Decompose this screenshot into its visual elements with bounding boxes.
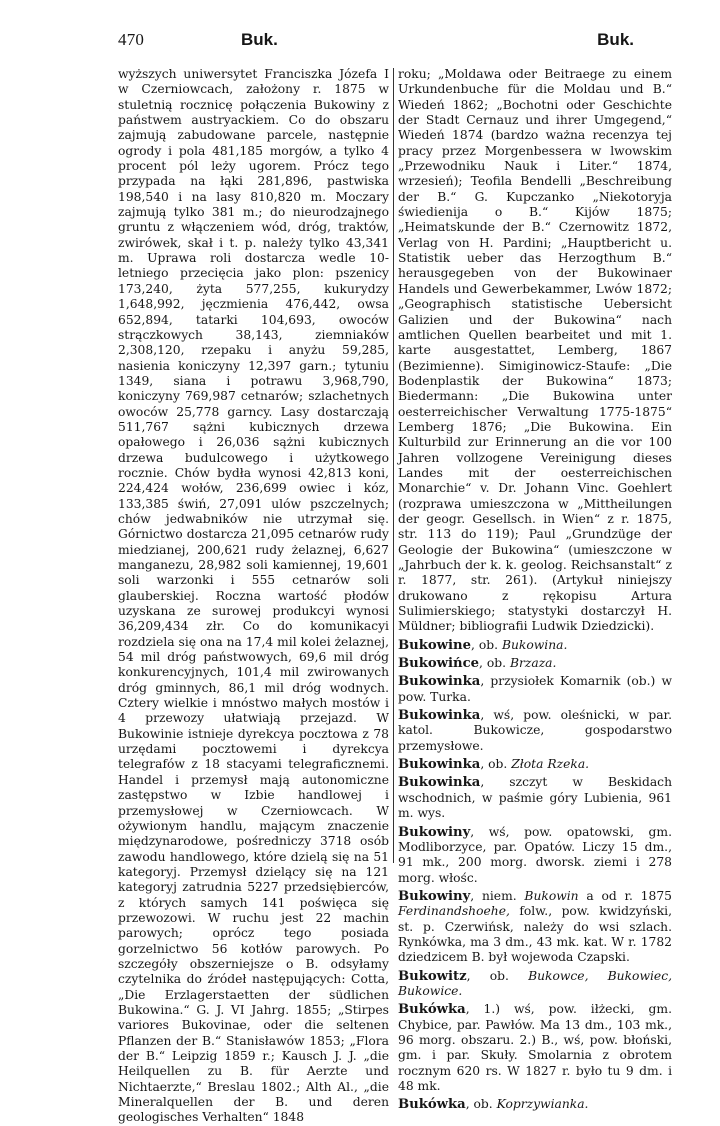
entry-crossref: Bukowina.: [501, 637, 568, 652]
entry-headword: Bukowinka: [398, 757, 481, 773]
entry-bukowince: [398, 656, 672, 671]
entry-crossref: Złota Rzeka.: [511, 757, 590, 772]
entry-body: , ob.: [471, 637, 502, 652]
entry-body: , ob.: [466, 968, 529, 983]
entry-body: , wś, pow. oleśnicki, w par. katol. Bukowicze, gospodarstwo przemysłowe.: [398, 708, 672, 753]
right-running-head: Buk.: [597, 30, 634, 49]
entry-body: , szczyt w Beskidach wschodnich, w paśmie góry Lubienia, 961 m. wys.: [398, 775, 672, 821]
entry-bukowinka-3: [398, 757, 672, 772]
entry-body: a od r. 1875: [578, 888, 672, 903]
entry-headword: Bukowiny: [398, 824, 471, 840]
running-header: [118, 30, 652, 52]
entry-crossref: Koprzywianka.: [496, 1097, 589, 1112]
right-column: [398, 67, 672, 1113]
entry-crossref: Brzaza.: [509, 656, 557, 671]
entry-body: , wś, pow. opatowski, gm. Modliborzyce, par. Opatów. Liczy 15 dm., 91 mk., 200 morg. dworsk. ziemi i 278 morg. włośc.: [398, 824, 672, 885]
entry-bukowinka-2: [398, 708, 672, 754]
entry-headword: Bukowitz: [398, 968, 467, 984]
left-running-head: Buk.: [241, 30, 278, 49]
entry-body: , przysiołek Komarnik (ob.) w pow. Turka.: [398, 674, 672, 704]
entry-body: , ob.: [479, 656, 510, 671]
entry-headword: Bukowińce: [398, 656, 480, 672]
entry-bukowinka-4: [398, 775, 672, 821]
entry-bukowka-1: [398, 1002, 672, 1094]
entry-crossref: Bukowin: [524, 888, 579, 903]
entry-bukowiny-1: [398, 825, 672, 886]
entry-headword: Bukowinka: [398, 775, 481, 791]
entry-body: , ob.: [480, 757, 512, 772]
entry-headword: Bukowine: [398, 637, 472, 653]
entry-bukowka-2: [398, 1097, 672, 1112]
entry-bukowinka-1: [398, 674, 672, 705]
entry-headword: Bukowinka: [398, 674, 481, 690]
left-column: [118, 67, 389, 1125]
bukowina-article-text: wyższych uniwersytet Franciszka Józefa I w Czerniowcach, założony r. 1875 w stuletnią rocznicę połączenia Bukowiny z państwem austryackiem. Co do obszaru zajmują zabudowane parcele, następnie ogrody i pola 481,185 morgów, a tylko 4 procent pól leży ugorem. Prócz tego przypada na łąki 281,896, pastwiska 198,540 i na lasy 810,820 m. Moczary zajmują tylko 381 m.; do nieurodzajnego gruntu z włączeniem wód, dróg, traktów, zwirówek, skał i t. p. należy tylko 43,341 m. Uprawa roli dostarcza wedle 10-letniego przecięcia jako plon: pszenicy 173,240, żyta 577,255, kukurydzy 1,648,992, jęczmienia 476,442, owsa 652,894, tatarki 104,693, owoców strączkowych 38,143, ziemniaków 2,308,120, rzepaku i anyżu 59,285, nasienia koniczyny 12,397 garn.; tytuniu 1349, siana i potrawu 3,968,790, koniczyny 769,987 cetnarów; szlachetnych owoców 25,778 garncy. Lasy dostarczają 511,767 sążni kubicznych drzewa opałowego i 26,036 sążni kubicznych drzewa budulcowego i użytkowego rocznie. Chów bydła wynosi 42,813 koni, 224,424 wołów, 236,699 owiec i kóz, 133,385 świń, 27,091 ulów pszczelnych; chów jedwabników nie utrzymał się. Górnictwo dostarcza 21,095 cetnarów rudy miedzianej, 200,621 rudy żelaznej, 6,627 manganezu, 28,982 soli kamiennej, 19,601 soli warzonki i 555 cetnarów soli glauberskiej. Roczna wartość płodów uzyskana ze surowej produkcyi wynosi 36,209,434 złr. Co do komunikacyi rozdziela się ona na 17,4 mil kolei żelaznej, 54 mil dróg państwowych, 69,6 mil dróg konkurencyjnych, 101,4 mil zwirowanych dróg gminnych, 86,1 mil dróg wodnych. Cztery wielkie i mnóstwo małych mostów i 4 przewozy ułatwiają przejazd. W Bukowinie istnieje dyrekcya pocztowa z 78 urzędami pocztowemi i dyrekcya telegrafów z 18 stacyami telegraficznemi. Handel i przemysł mają autonomiczne zastępstwo w Izbie handlowej i przemysłowej w Czerniowcach. W ożywionym handlu, mającym znaczenie międzynarodowe, pośredniczy 3718 osób zawodu handlowego, które dzielą się na 51 kategoryj. Przemysł dzielący się na 121 kategoryj zatrudnia 5227 przedsiębierców, z których samych 141 poświęca się przewozowi. W ruchu jest 22 machin parowych; oprócz tego posiada gorzelnictwo 56 kotłów parowych. Po szczegóły obszerniejsze o B. odsyłamy czytelnika do źródeł następujących: Cotta, „Die Erzlagerstaetten der südlichen Bukowina.“ G. J. VI Jahrg. 1855; „Stirpes variores Bukovinae, oder die seltenen Pflanzen der B.“ Stanisławów 1853; „Flora der B.“ Leipzig 1859 r.; Kausch J. J. „die Heilquellen zu B. für Aerzte und Nichtaerzte,“ Breslau 1802.; Alth Al., „die Mineralquellen der B. und deren geologisches Verhalten“ 1848: [118, 67, 389, 1125]
entry-body: folw., pow. kwidzyński, st. p. Czerwińsk, należy do wsi szlach. Rynkówka, ma 3 dm., 43 mk. kat. W r. 1782 dziedzicem B. był wojewoda Czapski.: [398, 904, 672, 965]
entry-body: , niem.: [470, 888, 525, 903]
entry-headword: Bukówka: [398, 1002, 466, 1018]
bibliography-continuation: roku; „Moldawa oder Beitraege zu einem Urkundenbuche für die Moldau und B.“ Wiedeń 1862; „Bochotni oder Geschichte der Stadt Cernauz und ihrer Umgegend,“ Wiedeń 1874 (bardzo ważna recenzya tej pracy przez Morgenbessera w lwowskim „Przewodniku Nauk i Liter.“ 1874, wrzesień); Teofila Bendelli „Beschreibung der B.“ G. Kupczanko „Niekotoryja świedienija o B.“ Kijów 1875; „Heimatskunde der B.“ Czernowitz 1872, Verlag von H. Pardini; „Hauptbericht u. Statistik ueber das Herzogthum B.“ herausgegeben von der Bukowinaer Handels und Gewerbekammer, Lwów 1872; „Geographisch statistische Uebersicht Galizien und der Bukowina“ nach amtlichen Quellen bearbeitet und mit 1. karte ausgestattet, Lemberg, 1867 (Bezimienne). Simiginowicz-Staufe: „Die Bodenplastik der Bukowina“ 1873; Biedermann: „Die Bukowina unter oesterreichischer Verwaltung 1775-1875“ Lemberg 1876; „Die Bukowina. Ein Kulturbild zur Erinnerung an die vor 100 Jahren vollzogene Vereinigung dieses Landes mit der oesterreichischen Monarchie“ v. Dr. Johann Vinc. Goehlert (rozprawa umieszczona w „Mittheilungen der geogr. Gesellsch. in Wien“ z r. 1875, str. 113 do 119); Paul „Grundzüge der Geologie der Bukowina“ (umieszczone w „Jahrbuch der k. k. geolog. Reichsanstalt“ z r. 1877, str. 261). (Artykuł niniejszy drukowano z rękopisu Artura Sulimierskiego; statystyki dostarczył H. Müldner; bibliografii Ludwik Dziedzicki).: [398, 67, 672, 634]
entry-headword: Bukowinka: [398, 708, 481, 724]
entry-headword: Bukowiny: [398, 888, 471, 904]
entry-body: , 1.) wś, pow. iłżecki, gm. Chybice, par. Pawłów. Ma 13 dm., 103 mk., 96 morg. obszaru. 2.) B., wś, pow. błoński, gm. i par. Skuły. Smolarnia z obrotem rocznym 620 rs. W 1827 r. było tu 9 dm. i 48 mk.: [398, 1002, 672, 1093]
entry-headword: Bukówka: [398, 1097, 466, 1113]
entry-bukowiny-2: [398, 889, 672, 966]
entry-bukowitz: [398, 969, 672, 1000]
entry-crossref: Ferdinandshoehe,: [398, 904, 510, 919]
page-number: 470: [118, 30, 145, 49]
entry-body: , ob.: [465, 1097, 497, 1112]
entry-bukowine: [398, 638, 672, 653]
entry-crossref: Bukowce, Bukowiec, Bukowice.: [398, 968, 672, 998]
column-divider: [393, 68, 394, 863]
